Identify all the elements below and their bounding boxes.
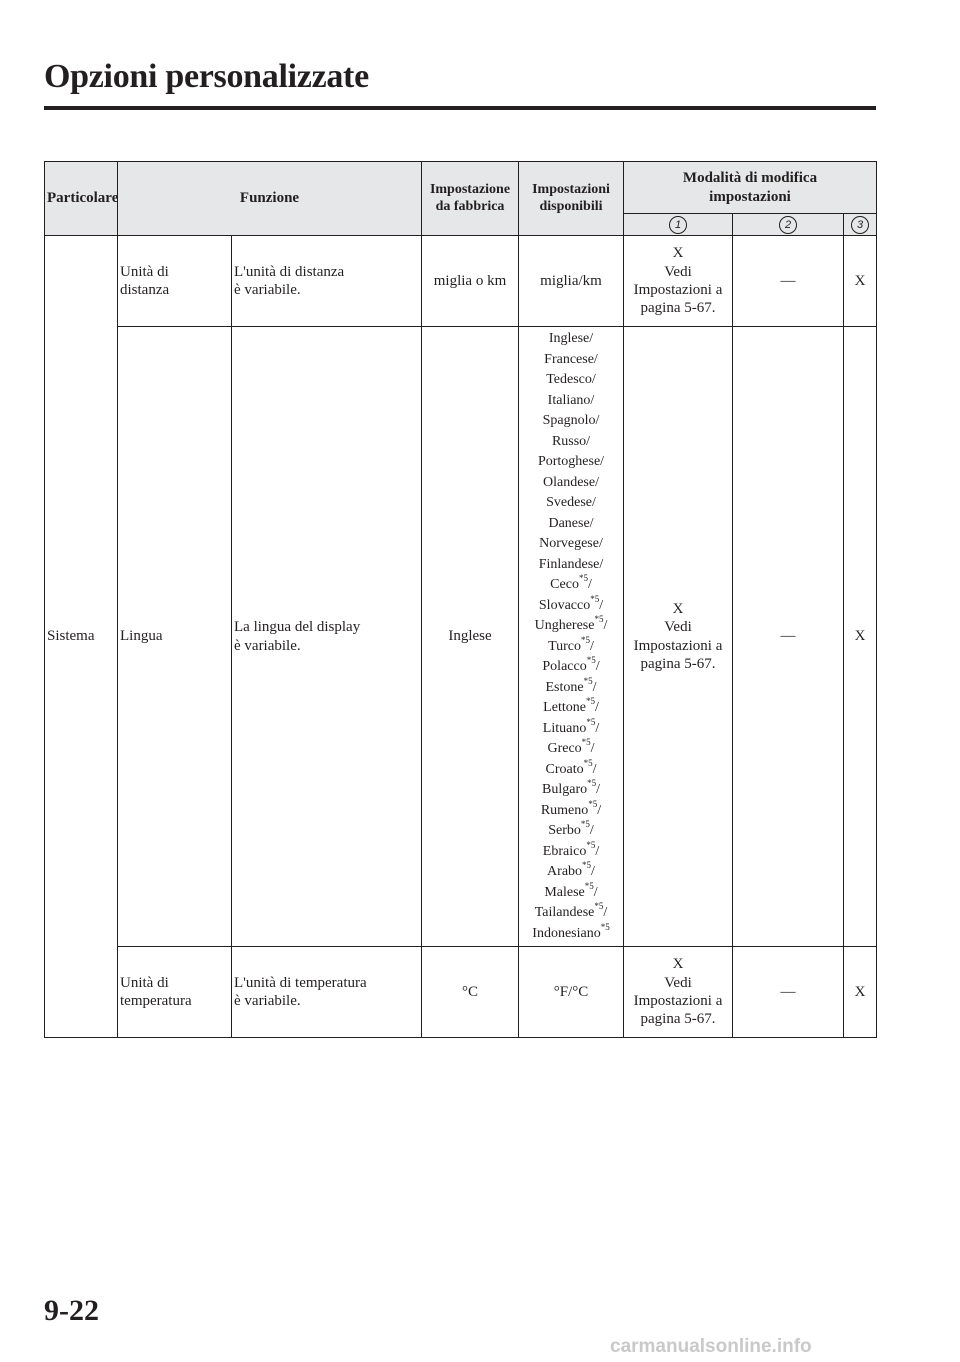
- language-option: Ungherese$^{*5}$/: [534, 614, 608, 633]
- language-option: Russo/: [551, 433, 591, 449]
- language-option: Ebraico$^{*5}$/: [542, 839, 600, 859]
- footnote-mark: *5: [582, 860, 592, 870]
- language-option: Tailandese$^{*5}$/: [534, 901, 608, 920]
- footnote-mark: *5: [581, 737, 591, 747]
- footnote-mark: *5: [586, 655, 596, 665]
- language-option: Inglese/: [548, 331, 594, 346]
- function-cell: Unità di temperatura: [118, 947, 232, 1038]
- footnote-mark: *5: [583, 675, 593, 686]
- page-title: Opzioni personalizzate: [44, 58, 369, 95]
- description-cell: La lingua del display è variabile.: [232, 327, 422, 947]
- language-option: Finlandese/: [538, 556, 604, 572]
- language-option: Portoghese/: [537, 454, 605, 469]
- language-option: Greco$^{*5}$/: [547, 737, 595, 756]
- footnote-mark: *5: [594, 614, 604, 624]
- available-cell: miglia/km: [519, 236, 624, 327]
- footnote-mark: *5: [580, 819, 590, 829]
- circled-number-1-icon: 1: [669, 216, 687, 234]
- language-option: Lettone$^{*5}$/: [543, 696, 599, 715]
- mode-3-cell: X: [844, 947, 877, 1038]
- header-funzione: Funzione: [118, 162, 422, 236]
- header-particolare: Particolare: [45, 162, 118, 236]
- description-cell: L'unità di temperatura è variabile.: [232, 947, 422, 1038]
- watermark: carmanualsonline.info: [610, 1336, 812, 1357]
- language-option: Arabo$^{*5}$/: [547, 860, 595, 879]
- settings-table: [44, 161, 877, 1038]
- language-option: Bulgaro$^{*5}$/: [542, 778, 600, 797]
- title-rule: [44, 106, 876, 110]
- circled-number-2-icon: 2: [779, 216, 797, 234]
- footnote-mark: *5: [594, 901, 604, 911]
- language-option: Italiano/: [547, 392, 595, 408]
- language-option: Lituano$^{*5}$/: [542, 716, 600, 736]
- language-option: Slovacco$^{*5}$/: [538, 593, 604, 613]
- footnote-mark: *5: [586, 716, 596, 727]
- language-option: Malese$^{*5}$/: [544, 880, 598, 900]
- circled-number-3-icon: 3: [851, 216, 869, 234]
- footnote-mark: *5: [585, 696, 595, 706]
- mode-3-cell: X: [844, 236, 877, 327]
- language-option: Norvegese/: [539, 536, 603, 551]
- function-cell: Unità di distanza: [118, 236, 232, 327]
- mode-1-cell: X Vedi Impostazioni a pagina 5-67.: [624, 236, 733, 327]
- table-row: [45, 236, 877, 327]
- mode-1-cell: X Vedi Impostazioni a pagina 5-67.: [624, 947, 733, 1038]
- language-option: Indonesiano$^{*5}$: [532, 921, 610, 941]
- footnote-mark: *5: [581, 634, 591, 645]
- footnote-mark: *5: [584, 880, 594, 891]
- group-cell: Sistema: [45, 236, 118, 1038]
- footnote-mark: *5: [587, 778, 597, 788]
- available-cell: °F/°C: [519, 947, 624, 1038]
- language-option: Spagnolo/: [542, 413, 600, 428]
- language-list: [519, 327, 624, 947]
- footnote-mark: *5: [583, 757, 593, 768]
- language-option: Estone$^{*5}$/: [545, 675, 597, 695]
- language-option: Francese/: [544, 351, 598, 367]
- header-impostazioni-disponibili: Impostazioni disponibili: [519, 162, 624, 236]
- footnote-mark: *5: [600, 921, 610, 932]
- language-option: Serbo$^{*5}$/: [548, 819, 594, 838]
- default-cell: miglia o km: [422, 236, 519, 327]
- mode-2-cell: —: [733, 327, 844, 947]
- default-cell: Inglese: [422, 327, 519, 947]
- language-option: Rumeno$^{*5}$/: [540, 798, 602, 818]
- footnote-mark: *5: [588, 798, 598, 809]
- function-cell: Lingua: [118, 327, 232, 947]
- table-row: [45, 947, 877, 1038]
- footnote-mark: *5: [590, 593, 600, 604]
- mode-3-cell: X: [844, 327, 877, 947]
- header-modalita: Modalità di modifica impostazioni: [624, 162, 877, 214]
- description-cell: L'unità di distanza è variabile.: [232, 236, 422, 327]
- mode-2-cell: —: [733, 947, 844, 1038]
- header-mode-2: [733, 214, 844, 236]
- header-mode-1: [624, 214, 733, 236]
- language-option: Turco$^{*5}$/: [548, 634, 594, 654]
- mode-2-cell: —: [733, 236, 844, 327]
- language-option: Polacco$^{*5}$/: [542, 655, 600, 674]
- header-impostazione-fabbrica: Impostazione da fabbrica: [422, 162, 519, 236]
- language-option: Tedesco/: [546, 372, 596, 387]
- language-option: Danese/: [548, 515, 594, 531]
- language-option: Ceco$^{*5}$/: [550, 573, 592, 592]
- language-option: Croato$^{*5}$/: [545, 757, 597, 777]
- page-number: 9-22: [44, 1294, 99, 1327]
- footnote-mark: *5: [578, 573, 588, 583]
- table-row: [45, 327, 877, 947]
- default-cell: °C: [422, 947, 519, 1038]
- footnote-mark: *5: [586, 839, 596, 850]
- mode-1-cell: X Vedi Impostazioni a pagina 5-67.: [624, 327, 733, 947]
- language-option: Svedese/: [546, 495, 596, 510]
- language-option: Olandese/: [543, 474, 599, 490]
- header-mode-3: [844, 214, 877, 236]
